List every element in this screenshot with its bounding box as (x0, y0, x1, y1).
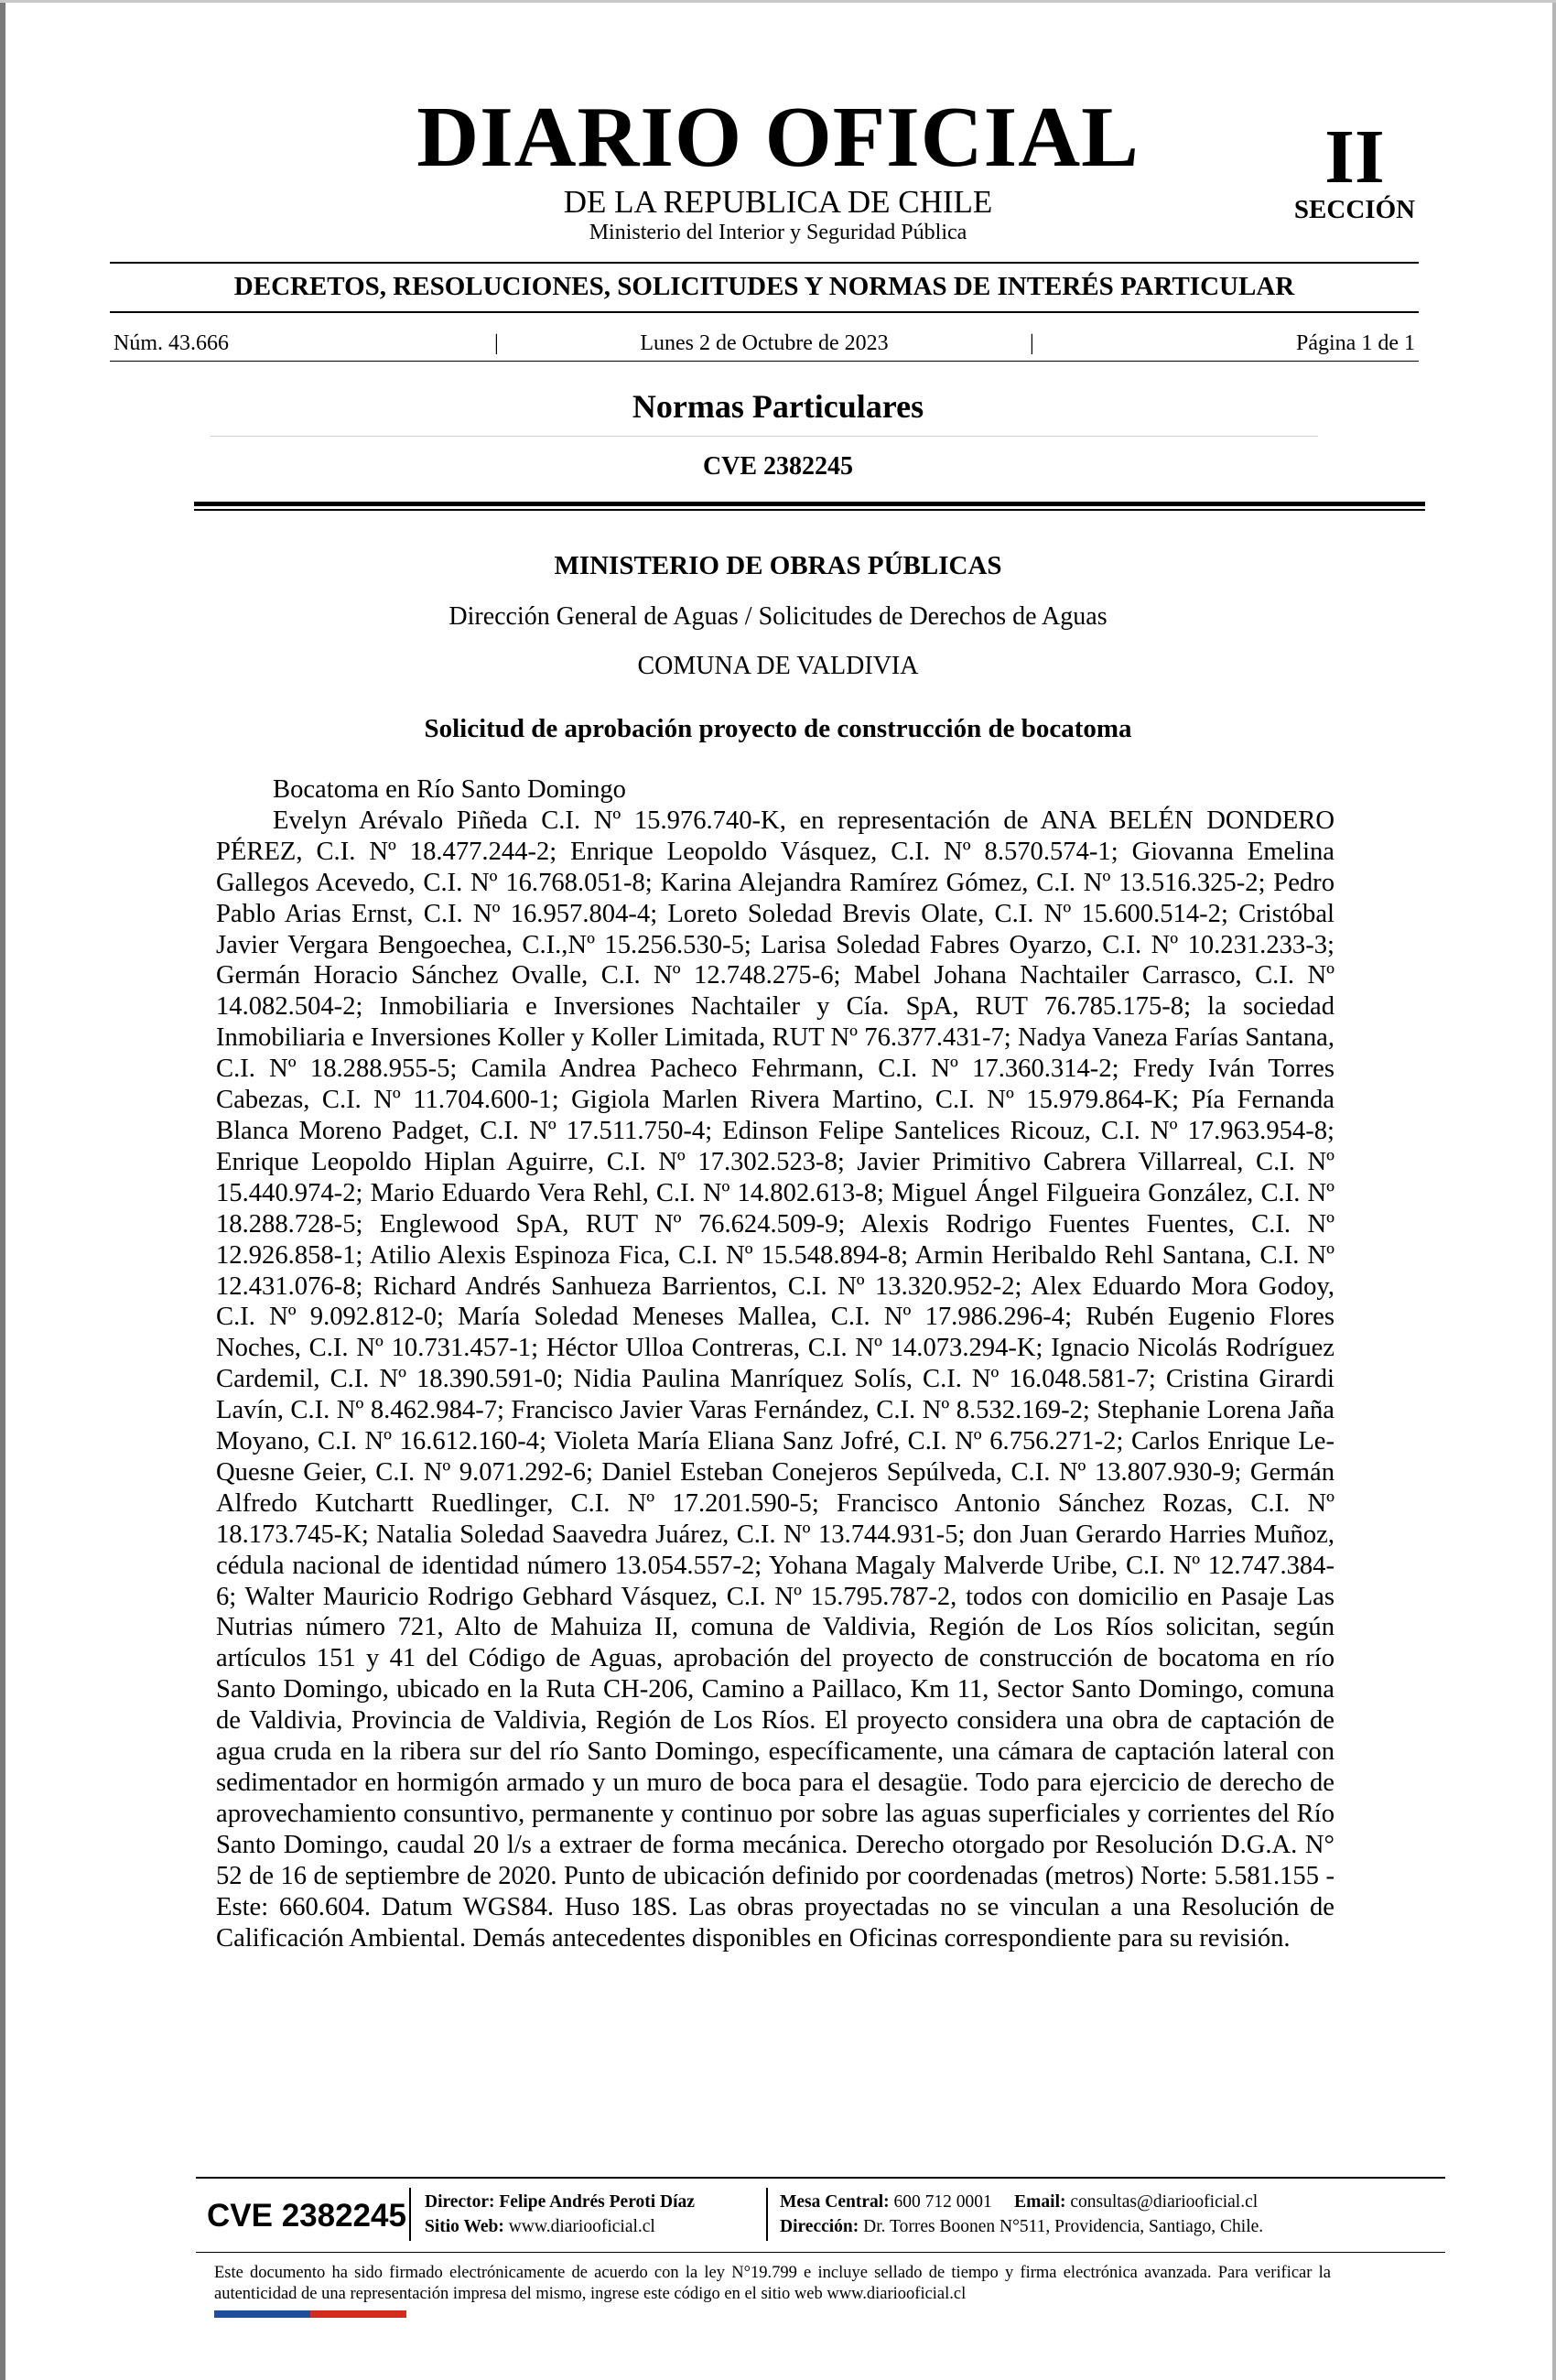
page-top-edge (0, 0, 1556, 3)
section-indicator (1286, 114, 1423, 224)
norm-section-title: Normas Particulares (632, 388, 924, 425)
masthead-ministry: Ministerio del Interior y Seguridad Pública (589, 221, 967, 244)
chile-flag-stripe (214, 2310, 406, 2318)
footer (196, 2179, 1445, 2252)
director-label: Director: (425, 2192, 495, 2212)
issue-number: Núm. 43.666 (113, 331, 229, 355)
footer-rule-bottom (196, 2252, 1445, 2253)
phone-label: Mesa Central: (780, 2192, 890, 2212)
flag-blue-segment (214, 2310, 310, 2318)
category-heading: DECRETOS, RESOLUCIONES, SOLICITUDES Y NORMAS DE INTERÉS PARTICULAR (233, 272, 1295, 301)
direction-heading: Dirección General de Aguas / Solicitudes de Derechos de Aguas (448, 602, 1108, 631)
header-thin-rule (194, 509, 1425, 511)
info-separator: | (494, 331, 499, 355)
cve-code-header: CVE 2382245 (702, 452, 854, 481)
masthead-title: DIARIO OFICIAL (416, 90, 1140, 185)
flag-red-segment (310, 2310, 406, 2318)
section-number: II (1324, 114, 1385, 200)
address-label: Dirección: (780, 2217, 859, 2236)
website-label: Sitio Web: (425, 2217, 504, 2236)
masthead-rule-top (110, 262, 1419, 264)
masthead-rule-bottom (110, 361, 1419, 362)
masthead-subtitle: DE LA REPUBLICA DE CHILE (563, 184, 993, 220)
page-right-edge (1552, 0, 1556, 2380)
norm-title-divider (211, 436, 1318, 437)
masthead-rule-middle (110, 311, 1419, 313)
ministry-heading: MINISTERIO DE OBRAS PÚBLICAS (554, 551, 1002, 580)
director-name: Felipe Andrés Peroti Díaz (499, 2192, 695, 2212)
section-label: SECCIÓN (1293, 195, 1416, 224)
page-counter: Página 1 de 1 (1296, 331, 1415, 355)
info-separator: | (1030, 331, 1034, 355)
document-body (216, 774, 1334, 1953)
body-lead-line: Bocatoma en Río Santo Domingo (273, 775, 626, 804)
signature-disclaimer: Este documento ha sido firmado electrónicamente de acuerdo con la ley N°19.799 e incluye sellado de tiempo y firma electrónica avanzada. Para verificar la autenticidad de una representación impresa del mismo, ingrese este código en el sitio web www.diariooficial.cl (214, 2264, 1331, 2303)
footer-director-column (425, 2190, 763, 2239)
page-left-edge (0, 0, 5, 2380)
phone-value: 600 712 0001 (893, 2192, 992, 2212)
email-link[interactable]: consultas@diariooficial.cl (1070, 2192, 1259, 2212)
comuna-heading: COMUNA DE VALDIVIA (637, 652, 919, 680)
header-thick-rule (194, 502, 1425, 506)
request-title: Solicitud de aprobación proyecto de construcción de bocatoma (424, 714, 1132, 743)
footer-divider (766, 2188, 768, 2241)
footer-contact-column (780, 2190, 1443, 2239)
website-link[interactable]: www.diariooficial.cl (508, 2217, 655, 2236)
body-paragraph: Evelyn Arévalo Piñeda C.I. Nº 15.976.740-K, en representación de ANA BELÉN DONDERO PÉREZ, C.I. Nº 18.477.244-2; Enrique Leopoldo Vásquez, C.I. Nº 8.570.574-1; Giovanna Emelina Gallegos Acevedo, C.I. Nº 16.768.051-8; Karina Alejandra Ramírez Gómez, C.I. Nº 13.516.325-2; Pedro Pablo Arias Ernst, C.I. Nº 16.957.804-4; Loreto Soledad Brevis Olate, C.I. Nº 15.600.514-2; Cristóbal Javier Vergara Bengoechea, C.I.,Nº 15.256.530-5; Larisa Soledad Fabres Oyarzo, C.I. Nº 10.231.233-3; Germán Horacio Sánchez Ovalle, C.I. Nº 12.748.275-6; Mabel Johana Nachtailer Carrasco, C.I. Nº 14.082.504-2; Inmobiliaria e Inversiones Nachtailer y Cía. SpA, RUT 76.785.175-8; la sociedad Inmobiliaria e Inversiones Koller y Koller Limitada, RUT Nº 76.377.431-7; Nadya Vaneza Farías Santana, C.I. Nº 18.288.955-5; Camila Andrea Pacheco Fehrmann, C.I. Nº 17.360.314-2; Fredy Iván Torres Cabezas, C.I. Nº 11.704.600-1; Gigiola Marlen Rivera Martino, C.I. Nº 15.979.864-K; Pía Fernanda Blanca Moreno Padget, C.I. Nº 17.511.750-4; Edinson Felipe Santelices Ricouz, C.I. Nº 17.963.954-8; Enrique Leopoldo Hiplan Aguirre, C.I. Nº 17.302.523-8; Javier Primitivo Cabrera Villarreal, C.I. Nº 15.440.974-2; Mario Eduardo Vera Rehl, C.I. Nº 14.802.613-8; Miguel Ángel Filgueira González, C.I. Nº 18.288.728-5; Englewood SpA, RUT Nº 76.624.509-9; Alexis Rodrigo Fuentes Fuentes, C.I. Nº 12.926.858-1; Atilio Alexis Espinoza Fica, C.I. Nº 15.548.894-8; Armin Heribaldo Rehl Santana, C.I. Nº 12.431.076-8; Richard Andrés Sanhueza Barrientos, C.I. Nº 13.320.952-2; Alex Eduardo Mora Godoy, C.I. Nº 9.092.812-0; María Soledad Meneses Mallea, C.I. Nº 17.986.296-4; Rubén Eugenio Flores Noches, C.I. Nº 10.731.457-1; Héctor Ulloa Contreras, C.I. Nº 14.073.294-K; Ignacio Nicolás Rodríguez Cardemil, C.I. Nº 18.390.591-0; Nidia Paulina Manríquez Solís, C.I. Nº 16.048.581-7; Cristina Girardi Lavín, C.I. Nº 8.462.984-7; Francisco Javier Varas Fernández, C.I. Nº 8.532.169-2; Stephanie Lorena Jaña Moyano, C.I. Nº 16.612.160-4; Violeta María Eliana Sanz Jofré, C.I. Nº 6.756.271-2; Carlos Enrique Le-Quesne Geier, C.I. Nº 9.071.292-6; Daniel Esteban Conejeros Sepúlveda, C.I. Nº 13.807.930-9; Germán Alfredo Kutchartt Ruedlinger, C.I. Nº 17.201.590-5; Francisco Antonio Sánchez Rozas, C.I. Nº 18.173.745-K; Natalia Soledad Saavedra Juárez, C.I. Nº 13.744.931-5; don Juan Gerardo Harries Muñoz, cédula nacional de identidad número 13.054.557-2; Yohana Magaly Malverde Uribe, C.I. Nº 12.747.384-6; Walter Mauricio Rodrigo Gebhard Vásquez, C.I. Nº 15.795.787-2, todos con domicilio en Pasaje Las Nutrias número 721, Alto de Mahuiza II, comuna de Valdivia, Región de Los Ríos solicitan, según artículos 151 y 41 del Código de Aguas, aprobación del proyecto de construcción de bocatoma en río Santo Domingo, ubicado en la Ruta CH-206, Camino a Paillaco, Km 11, Sector Santo Domingo, comuna de Valdivia, Provincia de Valdivia, Región de Los Ríos. El proyecto considera una obra de captación de agua cruda en la ribera sur del río Santo Domingo, específicamente, una cámara de captación lateral con sedimentador en hormigón armado y un muro de boca para el desagüe. Todo para ejercicio de derecho de aprovechamiento consuntivo, permanente y continuo por sobre las aguas superficiales y corrientes del Río Santo Domingo, caudal 20 l/s a extraer de forma mecánica. Derecho otorgado por Resolución D.G.A. N° 52 de 16 de septiembre de 2020. Punto de ubicación definido por coordenadas (metros) Norte: 5.581.155 - Este: 660.604. Datum WGS84. Huso 18S. Las obras proyectadas no se vinculan a una Resolución de Calificación Ambiental. Demás antecedentes disponibles en Oficinas correspondiente para su revisión. (216, 806, 1334, 1953)
address-value: Dr. Torres Boonen N°511, Providencia, Santiago, Chile. (863, 2217, 1264, 2236)
issue-info-row (110, 330, 1419, 357)
issue-date: Lunes 2 de Octubre de 2023 (640, 331, 889, 355)
footer-cve-code: CVE 2382245 (207, 2198, 406, 2234)
email-label: Email: (1014, 2192, 1066, 2212)
footer-divider (409, 2188, 411, 2241)
